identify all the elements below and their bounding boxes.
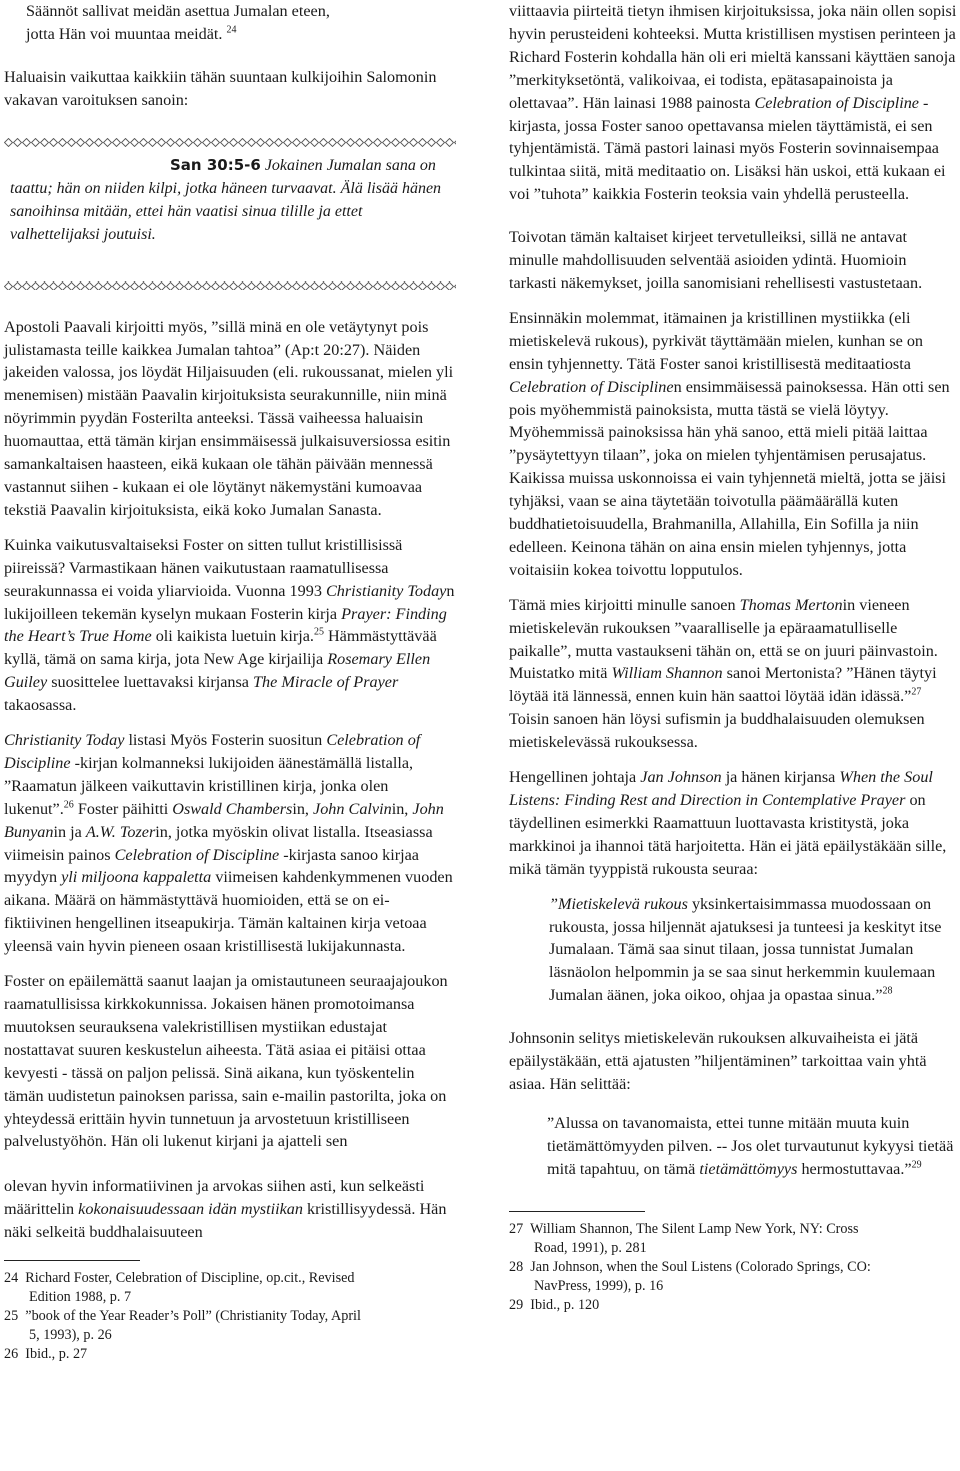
scripture-reference: San 30:5-6 — [170, 155, 261, 174]
text: yksinkertaisimmassa muodossaan on rukousta, jossa hiljennät ajatuksesi ja tunteesi ja keskityt itse Jumalaan. Tämä saa sinut tilaan, jossa tunnistat Jumalan läsnäolon helpommin ja se saa sinut herkemmin kuulemaan Jumalan äänen, joka oikoo, ohjaa ja opastaa sinua.” — [549, 894, 942, 1005]
paragraph-2: Apostoli Paavali kirjoitti myös, ”sillä minä en ole vetäytynyt pois julistamasta teille kaikkea Jumalan tahtoa” (Ap:t 20:27). Näiden jakeiden valossa, jos löydät Hiljaisuuden (eli. rukoussanat, mielen yli menemisen) mistään Paavalin kirjoituksista seurakunnille, niin minä nöyrimmin pyydän Fosterilta anteeksi. Tässä vaiheessa haluaisin huomauttaa, että tämän kirjan ensimmäisessä julkaisuversiossa esitin samankaltaisen haasteen, eikä kukaan ole tähän päivään mennessä vastannut siihen - kukaan ei ole löytänyt näkemystäni kumoavaa tekstiä Paavalin kirjoituksista, eikä koko Jumalan Sanasta. — [4, 317, 454, 519]
text: Tämä mies kirjoitti minulle sanoen — [509, 595, 740, 614]
footnote-25 — [4, 1307, 456, 1345]
italic-title: Celebration of Discipline — [114, 845, 280, 864]
text: Kuinka vaikutusvaltaiseksi Foster on sitten tullut kristillisissä piireissä? Varmastikaan hänen vaikutustaan raamatullisessa seurakunnassa ei voida yliarvioida. Vuonna 1993 — [4, 535, 403, 600]
footnotes — [509, 1220, 957, 1315]
footnote-text: Edition 1988, p. 7 — [29, 1289, 132, 1306]
italic-title: Christianity Today — [325, 581, 447, 600]
footnote-text: Richard Foster, Celebration of Discipline, op.cit., Revised — [25, 1270, 355, 1287]
text: -kirjasta, jossa Foster sanoo opettavansa mielen täyttämistä, ei sen tyhjentämistä. Tämä pastori lainasi myös Fosterin sovinnaisempaa tulkintaa siitä, mitä meditaatio on. Lisäksi hän uskoi, että kukaan ei voi ”tuhota” kaikkia Fosterin teoksia vain yhdellä perusteella. — [509, 93, 946, 204]
intro-paragraph: Haluaisin vaikuttaa kaikkiin tähän suuntaan kulkijoihin Salomonin vakavan varoituksen sanoin: — [4, 67, 437, 109]
footnote-text: Ibid., p. 27 — [25, 1346, 88, 1363]
text: ”Alussa on tavanomaista, ettei tunne mitään muuta kuin tietämättömyyden pilven. -- Jos olet turvautunut kykyysi tietää mitä tapahtuu, on tämä — [547, 1113, 954, 1178]
text: in vieneen mietiskelevän rukouksen ”vaaralliselle ja epäraamatulliselle paikalle”, mutta vastaukseni tähän on, että se on juuri päinvastoin. Muistatko mitä — [509, 595, 938, 683]
top-line-1: Säännöt sallivat meidän asettua Jumalan eteen, — [26, 2, 330, 20]
text: on täydellinen esimerkki Raamattuun luottavasta kristitystä, joka markkinoi ja ihannoi tätä harjoitetta. Hän ei jätä epäilystäkään sille, mikä tämän tyyppistä rukousta seuraa: — [509, 791, 947, 878]
text: suosittelee luettavaksi kirjansa — [47, 673, 254, 692]
footnote-ref-27: 27 — [911, 686, 922, 698]
text: Hengellinen johtaja — [509, 768, 641, 787]
italic-name: William Shannon — [611, 664, 723, 683]
italic-name: Thomas Merton — [739, 595, 843, 614]
right-column — [509, 0, 957, 1315]
footnote-number: 27 — [509, 1220, 524, 1237]
text: sanoi Mertonista? ”Hänen täytyi löytää itä lännessä, ennen kuin hän saattoi löytää idän idässä.” — [509, 664, 937, 706]
italic-title: The Miracle of Prayer — [253, 673, 399, 692]
footnotes — [4, 1269, 456, 1364]
italic-title: Prayer: Finding the Heart’s True Home — [4, 604, 447, 646]
scripture-callout — [4, 138, 456, 290]
top-fragment — [4, 0, 456, 46]
text: Toisin sanoen hän löysi sufismin ja buddhalaisuuden olemuksen mietiskelevässä rukouksessa. — [509, 710, 925, 752]
footnote-number: 24 — [4, 1270, 19, 1287]
paragraph-r6: Johnsonin selitys mietiskelevän rukouksen alkuvaiheista ei jätä epäilystäkään, että ajatusten ”hiljentäminen” tarkoittaa vain yhtä asiaa. Hän selittää: — [509, 1029, 927, 1093]
italic-title: When the Soul Listens: Finding Rest and Direction in Contemplative Prayer — [509, 768, 933, 809]
italic-word: tietämättömyys — [699, 1159, 798, 1178]
footnote-28 — [509, 1258, 957, 1296]
paragraph-5: Foster on epäilemättä saanut laajan ja omistautuneen seuraajajoukon raamatullisissa kirkkokunnissa. Jokaisen hänen promotoimansa muutoksen seurauksena valekristillisen mystiikan edustajat nostattavat suuren keskustelun aiheesta. Tätä asiaa ei pitäisi ottaa kevyesti - tässä on paljon pelissä. Sinä aikana, kun työskentelin tämän uudistetun painoksen parissa, sain e-mailin pastorilta, joka on yhteydessä erittäin hyvin tunnetuun ja arvostetuun kristilliseen palvelustyöhön. Hän oli lukenut kirjani ja ajatteli sen — [4, 972, 448, 1151]
italic-name: Jan Johnson — [640, 768, 722, 787]
paragraph-4 — [4, 729, 456, 958]
footnote-text: William Shannon, The Silent Lamp New York, NY: Cross — [530, 1220, 859, 1237]
footnote-26 — [4, 1345, 456, 1364]
paragraph-r3 — [509, 307, 957, 582]
italic-phrase: ”Mietiskelevä rukous — [549, 894, 688, 913]
footnote-ref-29: 29 — [911, 1159, 922, 1171]
footnote-text: 5, 1993), p. 26 — [29, 1327, 112, 1344]
text: oli kaikista luetuin kirja. — [151, 627, 314, 646]
italic-name: Oswald Chambers — [172, 799, 293, 818]
top-line-2: jotta Hän voi muuntaa meidät. — [26, 24, 223, 43]
italic-phrase: yli miljoona kappaletta — [61, 868, 212, 887]
text: ja hänen kirjansa — [721, 768, 840, 787]
footnote-number: 26 — [4, 1346, 19, 1363]
footnote-ref-28: 28 — [882, 985, 893, 997]
footnote-number: 25 — [4, 1308, 19, 1325]
paragraph-r5 — [509, 766, 957, 881]
paragraph-r1 — [509, 0, 957, 206]
footnote-text: Road, 1991), p. 281 — [534, 1239, 647, 1256]
left-column — [4, 0, 456, 1364]
text: in, jotka myöskin olivat listalla. Itseasiassa viimeisin painos — [4, 822, 433, 864]
footnote-text: ”book of the Year Reader’s Poll” (Christianity Today, April — [25, 1308, 361, 1325]
text: kristillisyydessä. Hän näki selkeitä buddhalaisuuteen — [4, 1200, 447, 1242]
text: takaosassa. — [4, 696, 77, 715]
italic-name: John Calvin — [313, 799, 392, 818]
scripture-text — [10, 154, 446, 246]
footnote-divider — [4, 1260, 140, 1261]
italic-title: Celebration of Discipline — [509, 377, 674, 396]
footnote-text: NavPress, 1999), p. 16 — [534, 1277, 664, 1294]
footnote-ref-24: 24 — [226, 24, 237, 36]
text: Hämmästyttävää kyllä, tämä on sama kirja, jota New Age kirjailija — [4, 627, 437, 669]
block-quote-2 — [509, 1112, 957, 1181]
text: -kirjasta sanoo kirjaa myydyn — [4, 845, 419, 887]
text: in ja — [53, 822, 86, 841]
text: viimeisen kahdenkymmenen vuoden aikana. Määrä on hämmästyttävä huomioiden, että se on ei-fiktiivinen hengellinen itseapukirja. Tämän kaltainen kirja vetoaa yleensä vain hyvin pieneen osaan kristillisestä lukijakunnasta. — [4, 868, 453, 956]
footnote-ref-25: 25 — [313, 627, 324, 639]
text: olevan hyvin informatiivinen ja arvokas siihen asti, kun selkeästi määrittelin — [4, 1177, 425, 1219]
text: -kirjan kolmanneksi lukijoiden äänestämällä listalla, ”Raamatun jälkeen vaikuttavin kristillinen kirja, jonka olen lukenut”. — [4, 753, 414, 818]
italic-phrase: kokonaisuudessaan idän mystiikan — [78, 1200, 303, 1219]
italic-name: John Bunyan — [4, 799, 444, 841]
footnote-number: 29 — [509, 1296, 524, 1313]
text: listasi Myös Fosterin suositun — [124, 731, 327, 750]
text: in, — [391, 799, 413, 818]
text: hermostuttavaa.” — [797, 1159, 912, 1178]
text: Foster päihitti — [73, 799, 173, 818]
paragraph-3 — [4, 534, 456, 717]
footnote-ref-26: 26 — [63, 799, 74, 811]
text: Ensinnäkin molemmat, itämainen ja kristillinen mystiikka (eli mietiskelevä rukous), pyrkivät täyttämään mielen, kunhan se on ensin tyhjennetty. Tätä Foster sanoi kristillisestä meditaatiosta — [509, 308, 924, 373]
italic-name: Rosemary Ellen Guiley — [4, 650, 431, 692]
text: n lukijoilleen tekemän kyselyn mukaan Fosterin kirja — [4, 581, 455, 623]
italic-name: A.W. Tozer — [85, 822, 156, 841]
footnote-divider — [509, 1211, 645, 1212]
footnote-24 — [4, 1269, 456, 1307]
scripture-body: Jokainen Jumalan sana on taattu; hän on niiden kilpi, jotka häneen turvaavat. Älä lisää hänen sanoihinsa mitään, ettei hän vaatisi sinua tilille ja ettet valhettelijaksi joutuisi. — [10, 156, 442, 243]
footnote-text: Jan Johnson, when the Soul Listens (Colorado Springs, CO: — [530, 1258, 871, 1275]
footnote-29 — [509, 1296, 957, 1315]
footnote-number: 28 — [509, 1258, 524, 1275]
text: n ensimmäisessä painoksessa. Hän otti sen pois myöhemmistä painoksista, mutta tästä se vielä löytyy. Myöhemmissä painoksissa hän yhä sanoo, että mieli pitää laittaa ”pysäytettyyn tilaan”, joka on mielen tyhjentämisen perusajatus. Kaikissa muissa uskonnoissa ei vain tyhjennetä mieltä, jotta se jäisi tyhjäksi, vaan se aina täytetään toivotulla päämäärällä kuten buddhatietoisuudella, Brahmanilla, Allahilla, Ein Sofilla ja niin edelleen. Keinona tähän on aina ensin mielen tyhjennys, jotta voitaisiin kokea toivottu lopputulos. — [509, 377, 950, 579]
italic-title: Celebration of Discipline — [4, 731, 421, 772]
italic-title: Celebration of Discipline — [754, 93, 919, 112]
paragraph-r4 — [509, 594, 957, 754]
text: in, — [292, 799, 314, 818]
italic-title: Christianity Today — [4, 731, 125, 750]
paragraph-6 — [4, 1175, 456, 1244]
text: viittaavia piirteitä tietyn ihmisen kirjoituksissa, joka näin ollen sopisi hyvin perusteideni kohteeksi. Mutta kristillisen mystisen perinteen ja Richard Fosterin kohdalla hän oli eri mieltä kanssani käyttäen sanoja ”merkityksetöntä, valikoivaa, ei todista, epätasapainoista ja olettavaa”. Hän lainasi 1988 painosta — [509, 2, 957, 112]
paragraph-r2: Toivotan tämän kaltaiset kirjeet tervetulleiksi, sillä ne antavat minulle mahdollisuuden selventää asioiden ydintä. Huomioin tarkasti näkemykset, joilla sanomisiani rehellisesti vastustetaan. — [509, 228, 923, 292]
footnote-text: Ibid., p. 120 — [530, 1296, 600, 1313]
block-quote-1 — [509, 893, 957, 1008]
footnote-27 — [509, 1220, 957, 1258]
